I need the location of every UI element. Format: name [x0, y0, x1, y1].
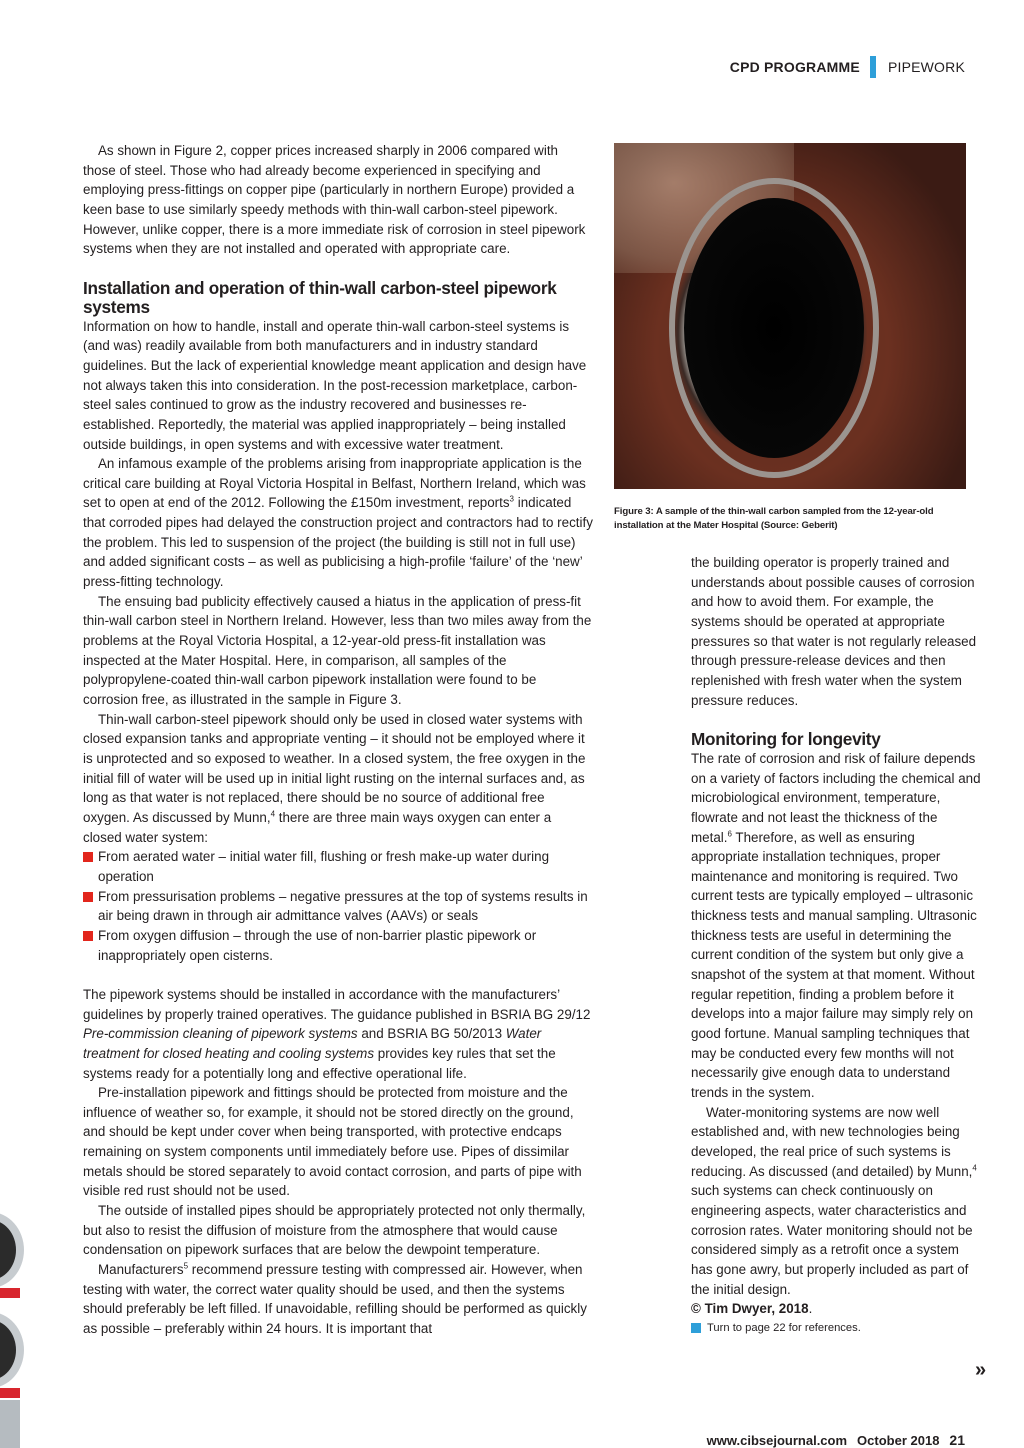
- paragraph: Water-monitoring systems are now well established and, with new technologies being developed, the real price of such systems is reducing. As discussed (and detailed) by Munn,$^4$ such systems can check continuously on engineering aspects, water characteristics and corrosion rates. Water monitoring should not be considered simply as a retrofit once a system has gone awry, but properly included as part of the initial design.: [691, 1104, 977, 1297]
- paragraph: The rate of corrosion and risk of failure depends on a variety of factors including the chemical and microbiological environment, temperature, flowrate and not least the thickness of the metal.$^6$ Therefore, as well as ensuring appropriate installation techniques, proper maintenance and monitoring is required. Two current tests are typically employed – ultrasonic thickness tests and manual sampling. Ultrasonic thickness tests are useful in determining the current condition of the system but only give a snapshot of the system at that moment. Without regular repetition, finding a problem before it develops into a major failure may simply rely on good fortune. Manual sampling techniques that may be conducted every few months will not necessarily give enough data to understand trends in the system.: [691, 750, 981, 1101]
- bullet-square: [83, 931, 93, 941]
- paragraph: Manufacturers$^5$ recommend pressure testing with compressed air. However, when testing with water, the correct water quality should be used, and then the systems should preferably be left filled. If unavoidable, refilling should be performed as quickly as possible – preferably within 24 hours. It is important that: [83, 1261, 587, 1337]
- bullet-square: [83, 852, 93, 862]
- oxygen-sources-list: [83, 847, 593, 965]
- continue-arrow-icon: »: [975, 1359, 987, 1381]
- page-number: 21: [949, 1432, 965, 1448]
- list-item: From aerated water – initial water fill, flushing or fresh make-up water during operation: [83, 847, 593, 886]
- section-heading-monitoring: Monitoring for longevity: [691, 728, 881, 749]
- website-url: www.cibsejournal.com: [706, 1433, 848, 1448]
- references-note: Turn to page 22 for references.: [691, 1319, 981, 1338]
- paragraph: The pipework systems should be installed in accordance with the manufacturers’ guidelines by properly trained operatives. The guidance published in BSRIA BG 29/12 Pre-commission cleaning of pipework systems and BSRIA BG 50/2013 Water treatment for closed heating and cooling systems provides key rules that set the systems ready for a potentially long and effective operational life.: [83, 986, 591, 1081]
- programme-label: CPD PROGRAMME: [729, 59, 860, 75]
- section-label: PIPEWORK: [887, 59, 965, 75]
- issue-date: October 2018: [857, 1433, 940, 1448]
- paragraph: Thin-wall carbon-steel pipework should only be used in closed water systems with closed expansion tanks and appropriate venting – it should not be employed where it is unprotected and so exposed to weather. In a closed system, the free oxygen in the initial fill of water will be used up in initial light rusting on the internal surfaces and, as long as that water is not replaced, there should be no source of additional free oxygen. As discussed by Munn,$^4$ there are three main ways oxygen can enter a closed water system:: [83, 711, 586, 845]
- list-item: From pressurisation problems – negative pressures at the top of systems results in air being drawn in through air admittance valves (AAVs) or seals: [83, 887, 593, 926]
- paragraph: The outside of installed pipes should be appropriately protected not only thermally, but also to resist the diffusion of moisture from the atmosphere that would cause condensation on pipework surfaces that are below the dewpoint temperature.: [83, 1203, 586, 1258]
- paragraph: The ensuing bad publicity effectively caused a hiatus in the application of press-fit thin-wall carbon steel in Northern Ireland. However, less than two miles away from the problems at the Royal Victoria Hospital, a 12-year-old press-fit installation was inspected at the Mater Hospital. Here, in comparison, all samples of the polypropylene-coated thin-wall carbon pipework installation were found to be corrosion free, as illustrated in the sample in Figure 3.: [83, 593, 592, 708]
- note-square-icon: [691, 1323, 701, 1333]
- paragraph: An infamous example of the problems arising from inappropriate application is the critical care building at Royal Victoria Hospital in Belfast, Northern Ireland, which was set to open at end of the 2012. Following the £150m investment, reports$^3$ indicated that corroded pipes had delayed the construction project and contractors had to rectify the problem. This led to suspension of the project (the building is still not in full use) and added significant costs – as well as publicising a high-profile ‘failure’ of the ‘new’ press-fitting technology.: [83, 456, 593, 590]
- left-column: [83, 141, 593, 1339]
- right-column: [691, 553, 981, 1338]
- paragraph: the building operator is properly trained and understands about possible causes of corrosion and how to avoid them. For example, the systems should be operated at appropriate pressures so that water is not regularly released through pressure-release devices and then replenished with fresh water when the system pressure reduces.: [691, 555, 977, 708]
- list-item: From oxygen diffusion – through the use of non-barrier plastic pipework or inappropriately open cisterns.: [83, 926, 593, 965]
- figure-caption: Figure 3: A sample of the thin-wall carbon sampled from the 12-year-old installation at the Mater Hospital (Source: Geberit): [614, 506, 934, 531]
- figure-3-pipe-photo: [614, 143, 966, 489]
- section-heading-installation: Installation and operation of thin-wall carbon-steel pipework systems: [83, 277, 557, 317]
- paragraph: Information on how to handle, install and operate thin-wall carbon-steel systems is (and was) readily available from both manufacturers and in industry standard guidelines. But the lack of experiential knowledge meant application and design have not always taken this into consideration. In the post-recession marketplace, carbon-steel sales continued to grow as the industry recovered and businesses re-established. Reportedly, the material was applied inappropriately – being installed outside buildings, in open systems and with excessive water treatment.: [83, 318, 587, 452]
- copyright-line: © Tim Dwyer, 2018.: [691, 1301, 813, 1317]
- paragraph: Pre-installation pipework and fittings should be protected from moisture and the influence of weather so, for example, it should not be stored directly on the ground, and should be kept under cover when being transported, with protective endcaps remaining on system components until immediately before use. Pipes of dissimilar metals should be stored separately to avoid contact corrosion, and parts of pipe with visible red rust should not be used.: [83, 1085, 582, 1199]
- intro-paragraph: As shown in Figure 2, copper prices increased sharply in 2006 compared with those of steel. Those who had already become experienced in specifying and employing press-fittings on copper pipe (particularly in northern Europe) provided a keen base to use similarly speedy methods with thin-wall carbon-steel pipework. However, unlike copper, there is a more immediate risk of corrosion in steel pipework systems when they are not installed and operated with appropriate care.: [83, 143, 586, 257]
- page-header: [730, 56, 965, 78]
- page-footer: [707, 1432, 965, 1448]
- bullet-square: [83, 892, 93, 902]
- pipe-fittings-decoration: [0, 1210, 28, 1448]
- header-divider: [870, 56, 876, 78]
